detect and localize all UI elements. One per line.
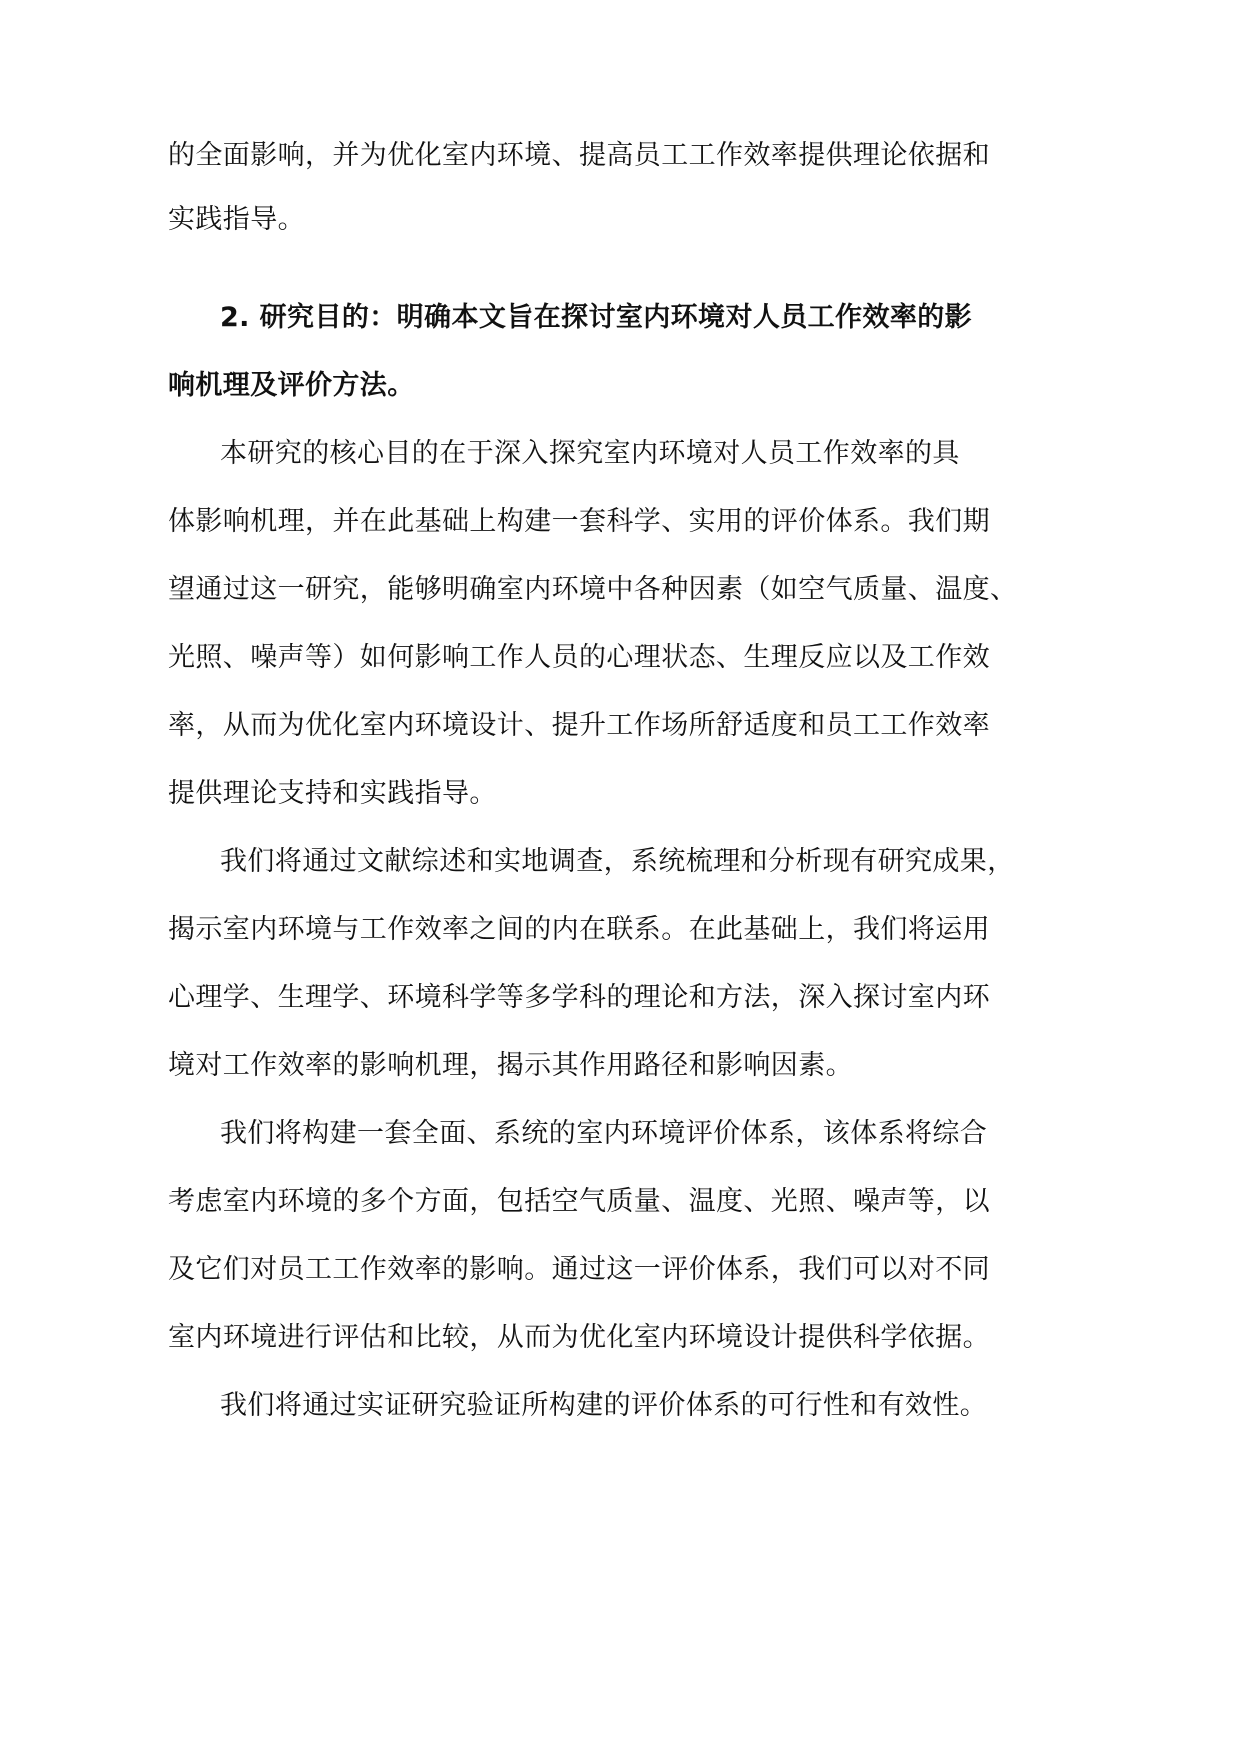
section-heading-line-2: 响机理及评价方法。 bbox=[168, 370, 415, 401]
paragraph-2-line-1: 我们将通过文献综述和实地调查，系统梳理和分析现有研究成果， bbox=[220, 846, 1015, 877]
paragraph-3-line-4: 室内环境进行评估和比较，从而为优化室内环境设计提供科学依据。 bbox=[168, 1322, 990, 1353]
intro-line-2: 实践指导。 bbox=[168, 204, 305, 235]
paragraph-3-line-3: 及它们对员工工作效率的影响。通过这一评价体系，我们可以对不同 bbox=[168, 1254, 990, 1285]
paragraph-3-line-1: 我们将构建一套全面、系统的室内环境评价体系，该体系将综合 bbox=[220, 1118, 988, 1149]
paragraph-2-line-2: 揭示室内环境与工作效率之间的内在联系。在此基础上，我们将运用 bbox=[168, 914, 990, 945]
paragraph-2-line-3: 心理学、生理学、环境科学等多学科的理论和方法，深入探讨室内环 bbox=[168, 982, 990, 1013]
paragraph-1-line-1: 本研究的核心目的在于深入探究室内环境对人员工作效率的具 bbox=[220, 438, 960, 469]
section-heading-line-1: 2. 研究目的：明确本文旨在探讨室内环境对人员工作效率的影 bbox=[220, 302, 973, 333]
paragraph-2-line-4: 境对工作效率的影响机理，揭示其作用路径和影响因素。 bbox=[168, 1050, 853, 1081]
intro-line-1: 的全面影响，并为优化室内环境、提高员工工作效率提供理论依据和 bbox=[168, 140, 990, 171]
paragraph-1-line-2: 体影响机理，并在此基础上构建一套科学、实用的评价体系。我们期 bbox=[168, 506, 990, 537]
paragraph-1-line-5: 率，从而为优化室内环境设计、提升工作场所舒适度和员工工作效率 bbox=[168, 710, 990, 741]
paragraph-1-line-6: 提供理论支持和实践指导。 bbox=[168, 778, 497, 809]
paragraph-1-line-4: 光照、噪声等）如何影响工作人员的心理状态、生理反应以及工作效 bbox=[168, 642, 990, 673]
paragraph-1-line-3: 望通过这一研究，能够明确室内环境中各种因素（如空气质量、温度、 bbox=[168, 574, 1018, 605]
paragraph-3-line-2: 考虑室内环境的多个方面，包括空气质量、温度、光照、噪声等，以 bbox=[168, 1186, 990, 1217]
paragraph-4-line-1: 我们将通过实证研究验证所构建的评价体系的可行性和有效性。 bbox=[220, 1390, 988, 1421]
